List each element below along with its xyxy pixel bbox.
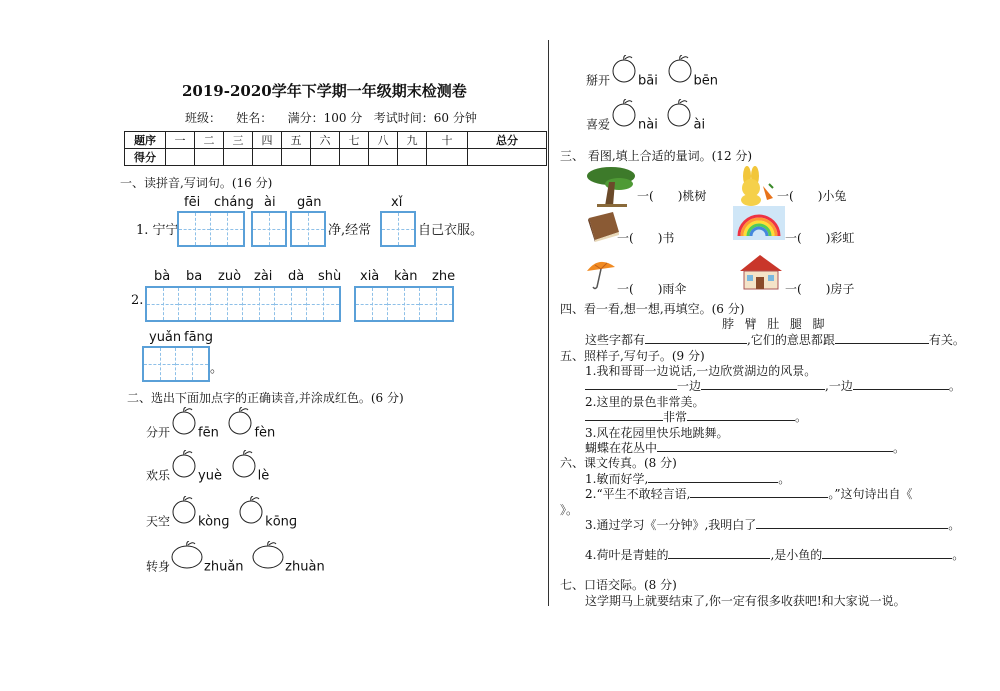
apple-icon[interactable] <box>230 450 258 478</box>
paren-open: 一( <box>637 189 654 203</box>
q2-heading: 二、选出下面加点字的正确读音,并涂成红色。(6 分) <box>127 391 404 405</box>
answer-blank[interactable] <box>585 408 663 421</box>
name-label: 姓名： <box>236 111 273 125</box>
apple-icon[interactable] <box>610 55 638 83</box>
word: 转身 <box>146 559 171 574</box>
apple-icon[interactable] <box>251 541 285 569</box>
text: 非常 <box>663 410 688 424</box>
score-input-cell[interactable] <box>282 149 311 166</box>
writing-grid[interactable] <box>380 211 416 247</box>
answer-blank[interactable] <box>648 470 778 483</box>
pinyin-option: nài <box>638 117 658 133</box>
word: 喜爱 <box>586 117 611 132</box>
q6-heading: 六、课文传真。(8 分) <box>560 456 677 470</box>
pinyin: zhe <box>432 269 456 284</box>
text: 。 <box>893 441 906 455</box>
text: 4.荷叶是青蛙的 <box>585 548 669 562</box>
pinyin: zài <box>254 269 273 284</box>
apple-icon[interactable] <box>610 99 638 127</box>
q4-heading: 四、看一看,想一想,再填空。(6 分) <box>560 302 745 316</box>
sentence-start: 1. 宁宁 <box>136 223 179 238</box>
answer-blank[interactable] <box>822 546 952 559</box>
pronunciation-item <box>146 450 269 484</box>
umbrella-icon <box>585 257 617 291</box>
answer-blank[interactable] <box>645 331 747 344</box>
table-cell: 九 <box>398 132 427 149</box>
pronunciation-item <box>146 541 325 575</box>
fill-sentence <box>585 516 960 533</box>
answer-blank[interactable] <box>585 377 677 390</box>
table-cell: 八 <box>369 132 398 149</box>
score-input-cell[interactable] <box>311 149 340 166</box>
item-label: )桃树 <box>677 189 707 203</box>
score-input-cell[interactable] <box>369 149 398 166</box>
pinyin-option: ài <box>693 117 706 133</box>
pinyin: kàn <box>394 269 418 284</box>
q3-heading: 三、 看图,填上合适的量词。(12 分) <box>560 149 753 163</box>
sentence-middle: 净,经常 <box>328 223 372 238</box>
table-cell: 四 <box>253 132 282 149</box>
house-icon <box>738 253 784 291</box>
pinyin: xǐ <box>391 195 403 210</box>
writing-grid[interactable] <box>177 211 245 247</box>
text: 。”这句诗出自《 <box>828 487 913 501</box>
table-row <box>125 149 547 166</box>
text: 一边 <box>677 379 702 393</box>
apple-icon[interactable] <box>170 541 204 569</box>
answer-blank[interactable] <box>853 377 949 390</box>
table-cell: 六 <box>311 132 340 149</box>
item-label: )房子 <box>825 282 855 296</box>
pinyin: yuǎn <box>149 330 182 345</box>
item-label: )彩虹 <box>825 231 855 245</box>
pinyin: bà <box>154 269 171 284</box>
pronunciation-item <box>146 407 275 441</box>
pronunciation-item <box>146 496 297 530</box>
measure-item <box>637 187 706 204</box>
pinyin: gān <box>297 195 322 210</box>
page-title: 2019-2020学年下学期一年级期末检测卷 <box>182 82 467 100</box>
pronunciation-item <box>586 55 718 89</box>
text: 1.敏而好学, <box>585 472 649 486</box>
measure-item <box>617 280 686 297</box>
pinyin-option: fèn <box>254 425 276 441</box>
score-input-cell[interactable] <box>468 149 547 166</box>
score-input-cell[interactable] <box>427 149 468 166</box>
text: ,一边 <box>825 379 853 393</box>
score-input-cell[interactable] <box>253 149 282 166</box>
item-label: )小兔 <box>817 189 847 203</box>
sentence-number: 2. <box>131 293 144 308</box>
pinyin: fāng <box>184 330 214 345</box>
apple-icon[interactable] <box>170 450 198 478</box>
answer-blank[interactable] <box>657 439 893 452</box>
word: 分开 <box>146 425 171 440</box>
character-list: 脖 臂 肚 腿 脚 <box>722 317 826 331</box>
word: 天空 <box>146 514 171 529</box>
writing-grid[interactable] <box>145 286 341 322</box>
pinyin: ba <box>186 269 203 284</box>
writing-grid[interactable] <box>142 346 210 382</box>
pinyin: fēi <box>184 195 201 210</box>
pinyin: zuò <box>218 269 242 284</box>
q1-heading: 一、读拼音,写词句。(16 分) <box>120 176 273 190</box>
text: 。 <box>795 410 808 424</box>
writing-grid[interactable] <box>290 211 326 247</box>
score-input-cell[interactable] <box>340 149 369 166</box>
book-icon <box>585 210 621 242</box>
apple-icon[interactable] <box>237 496 265 524</box>
full-score-label: 满分：100 分 <box>287 111 363 125</box>
text: 3.通过学习《一分钟》,我明白了 <box>585 518 757 532</box>
score-input-cell[interactable] <box>224 149 253 166</box>
rabbit-icon <box>733 166 777 206</box>
q5-heading: 五、照样子,写句子。(9 分) <box>560 349 705 363</box>
pronunciation-item <box>586 99 705 133</box>
paren-open: 一( <box>777 189 794 203</box>
table-cell: 三 <box>224 132 253 149</box>
answer-blank[interactable] <box>668 546 770 559</box>
example-sentence: 1.我和哥哥一边说话,一边欣赏湖边的风景。 <box>585 364 817 378</box>
paren-open: 一( <box>617 231 634 245</box>
pinyin-option: bāi <box>638 73 658 89</box>
paren-open: 一( <box>617 282 634 296</box>
q7-heading: 七、口语交际。(8 分) <box>560 578 677 592</box>
table-cell: 总分 <box>468 132 547 149</box>
score-input-cell[interactable] <box>195 149 224 166</box>
text: 。 <box>778 472 791 486</box>
time-label: 考试时间：60 分钟 <box>373 111 477 125</box>
text: 。 <box>952 548 965 562</box>
text: 》。 <box>560 503 579 517</box>
pinyin: dà <box>288 269 305 284</box>
answer-blank[interactable] <box>701 377 825 390</box>
pinyin: ài <box>264 195 276 210</box>
pinyin-option: zhuǎn <box>204 559 244 575</box>
pinyin-option: bēn <box>693 73 718 89</box>
text: 2.“平生不敢轻言语, <box>585 487 691 501</box>
apple-icon[interactable] <box>665 99 693 127</box>
pinyin: shù <box>318 269 342 284</box>
table-row <box>125 132 547 149</box>
text: ,它们的意思都跟 <box>747 333 835 347</box>
class-label: 班级： <box>185 111 222 125</box>
measure-item <box>617 229 674 246</box>
fill-sentence <box>585 408 807 425</box>
fill-sentence <box>585 331 965 348</box>
pinyin: cháng <box>214 195 254 210</box>
text: ,是小鱼的 <box>770 548 823 562</box>
pinyin: xià <box>360 269 380 284</box>
measure-item <box>785 229 854 246</box>
text: 蝴蝶在花丛中 <box>585 441 658 455</box>
table-cell: 得分 <box>125 149 166 166</box>
example-sentence: 3.风在花园里快乐地跳舞。 <box>585 426 729 440</box>
measure-item <box>777 187 846 204</box>
rainbow-icon <box>733 206 785 240</box>
apple-icon[interactable] <box>170 407 198 435</box>
answer-blank[interactable] <box>835 331 929 344</box>
pinyin-option: yuè <box>198 468 222 484</box>
measure-item <box>785 280 854 297</box>
apple-icon[interactable] <box>666 55 694 83</box>
table-cell: 二 <box>195 132 224 149</box>
score-table <box>124 131 547 166</box>
item-label: )书 <box>657 231 675 245</box>
pinyin-option: kōnɡ <box>265 514 298 530</box>
exam-info <box>185 109 477 126</box>
q7-text: 这学期马上就要结束了,你一定有很多收获吧!和大家说一说。 <box>585 594 906 608</box>
tree-icon <box>585 164 637 208</box>
text: 。 <box>948 518 961 532</box>
word: 掰开 <box>586 73 611 88</box>
paren-open: 一( <box>785 282 802 296</box>
fill-sentence <box>585 546 964 563</box>
score-input-cell[interactable] <box>398 149 427 166</box>
text: 。 <box>948 379 961 393</box>
table-cell: 五 <box>282 132 311 149</box>
table-cell: 一 <box>166 132 195 149</box>
writing-grid[interactable] <box>251 211 287 247</box>
answer-blank[interactable] <box>756 516 948 529</box>
word: 欢乐 <box>146 468 171 483</box>
text: 这些字都有 <box>585 333 646 347</box>
table-cell: 题序 <box>125 132 166 149</box>
answer-blank[interactable] <box>687 408 795 421</box>
table-cell: 十 <box>427 132 468 149</box>
table-cell: 七 <box>340 132 369 149</box>
apple-icon[interactable] <box>170 496 198 524</box>
pinyin-option: lè <box>257 468 270 484</box>
apple-icon[interactable] <box>226 407 254 435</box>
sentence-end: 。 <box>210 361 224 376</box>
pinyin-option: zhuàn <box>285 559 325 575</box>
answer-blank[interactable] <box>690 485 828 498</box>
writing-grid[interactable] <box>354 286 454 322</box>
example-sentence: 2.这里的景色非常美。 <box>585 395 705 409</box>
score-input-cell[interactable] <box>166 149 195 166</box>
item-label: )雨伞 <box>657 282 687 296</box>
fill-sentence <box>585 377 961 394</box>
paren-open: 一( <box>785 231 802 245</box>
text: 有关。 <box>928 333 965 347</box>
column-divider <box>548 40 549 606</box>
pinyin-option: kònɡ <box>198 514 230 530</box>
pinyin-option: fēn <box>198 425 219 441</box>
fill-sentence <box>585 485 913 502</box>
sentence-end: 自己衣服。 <box>418 223 484 238</box>
